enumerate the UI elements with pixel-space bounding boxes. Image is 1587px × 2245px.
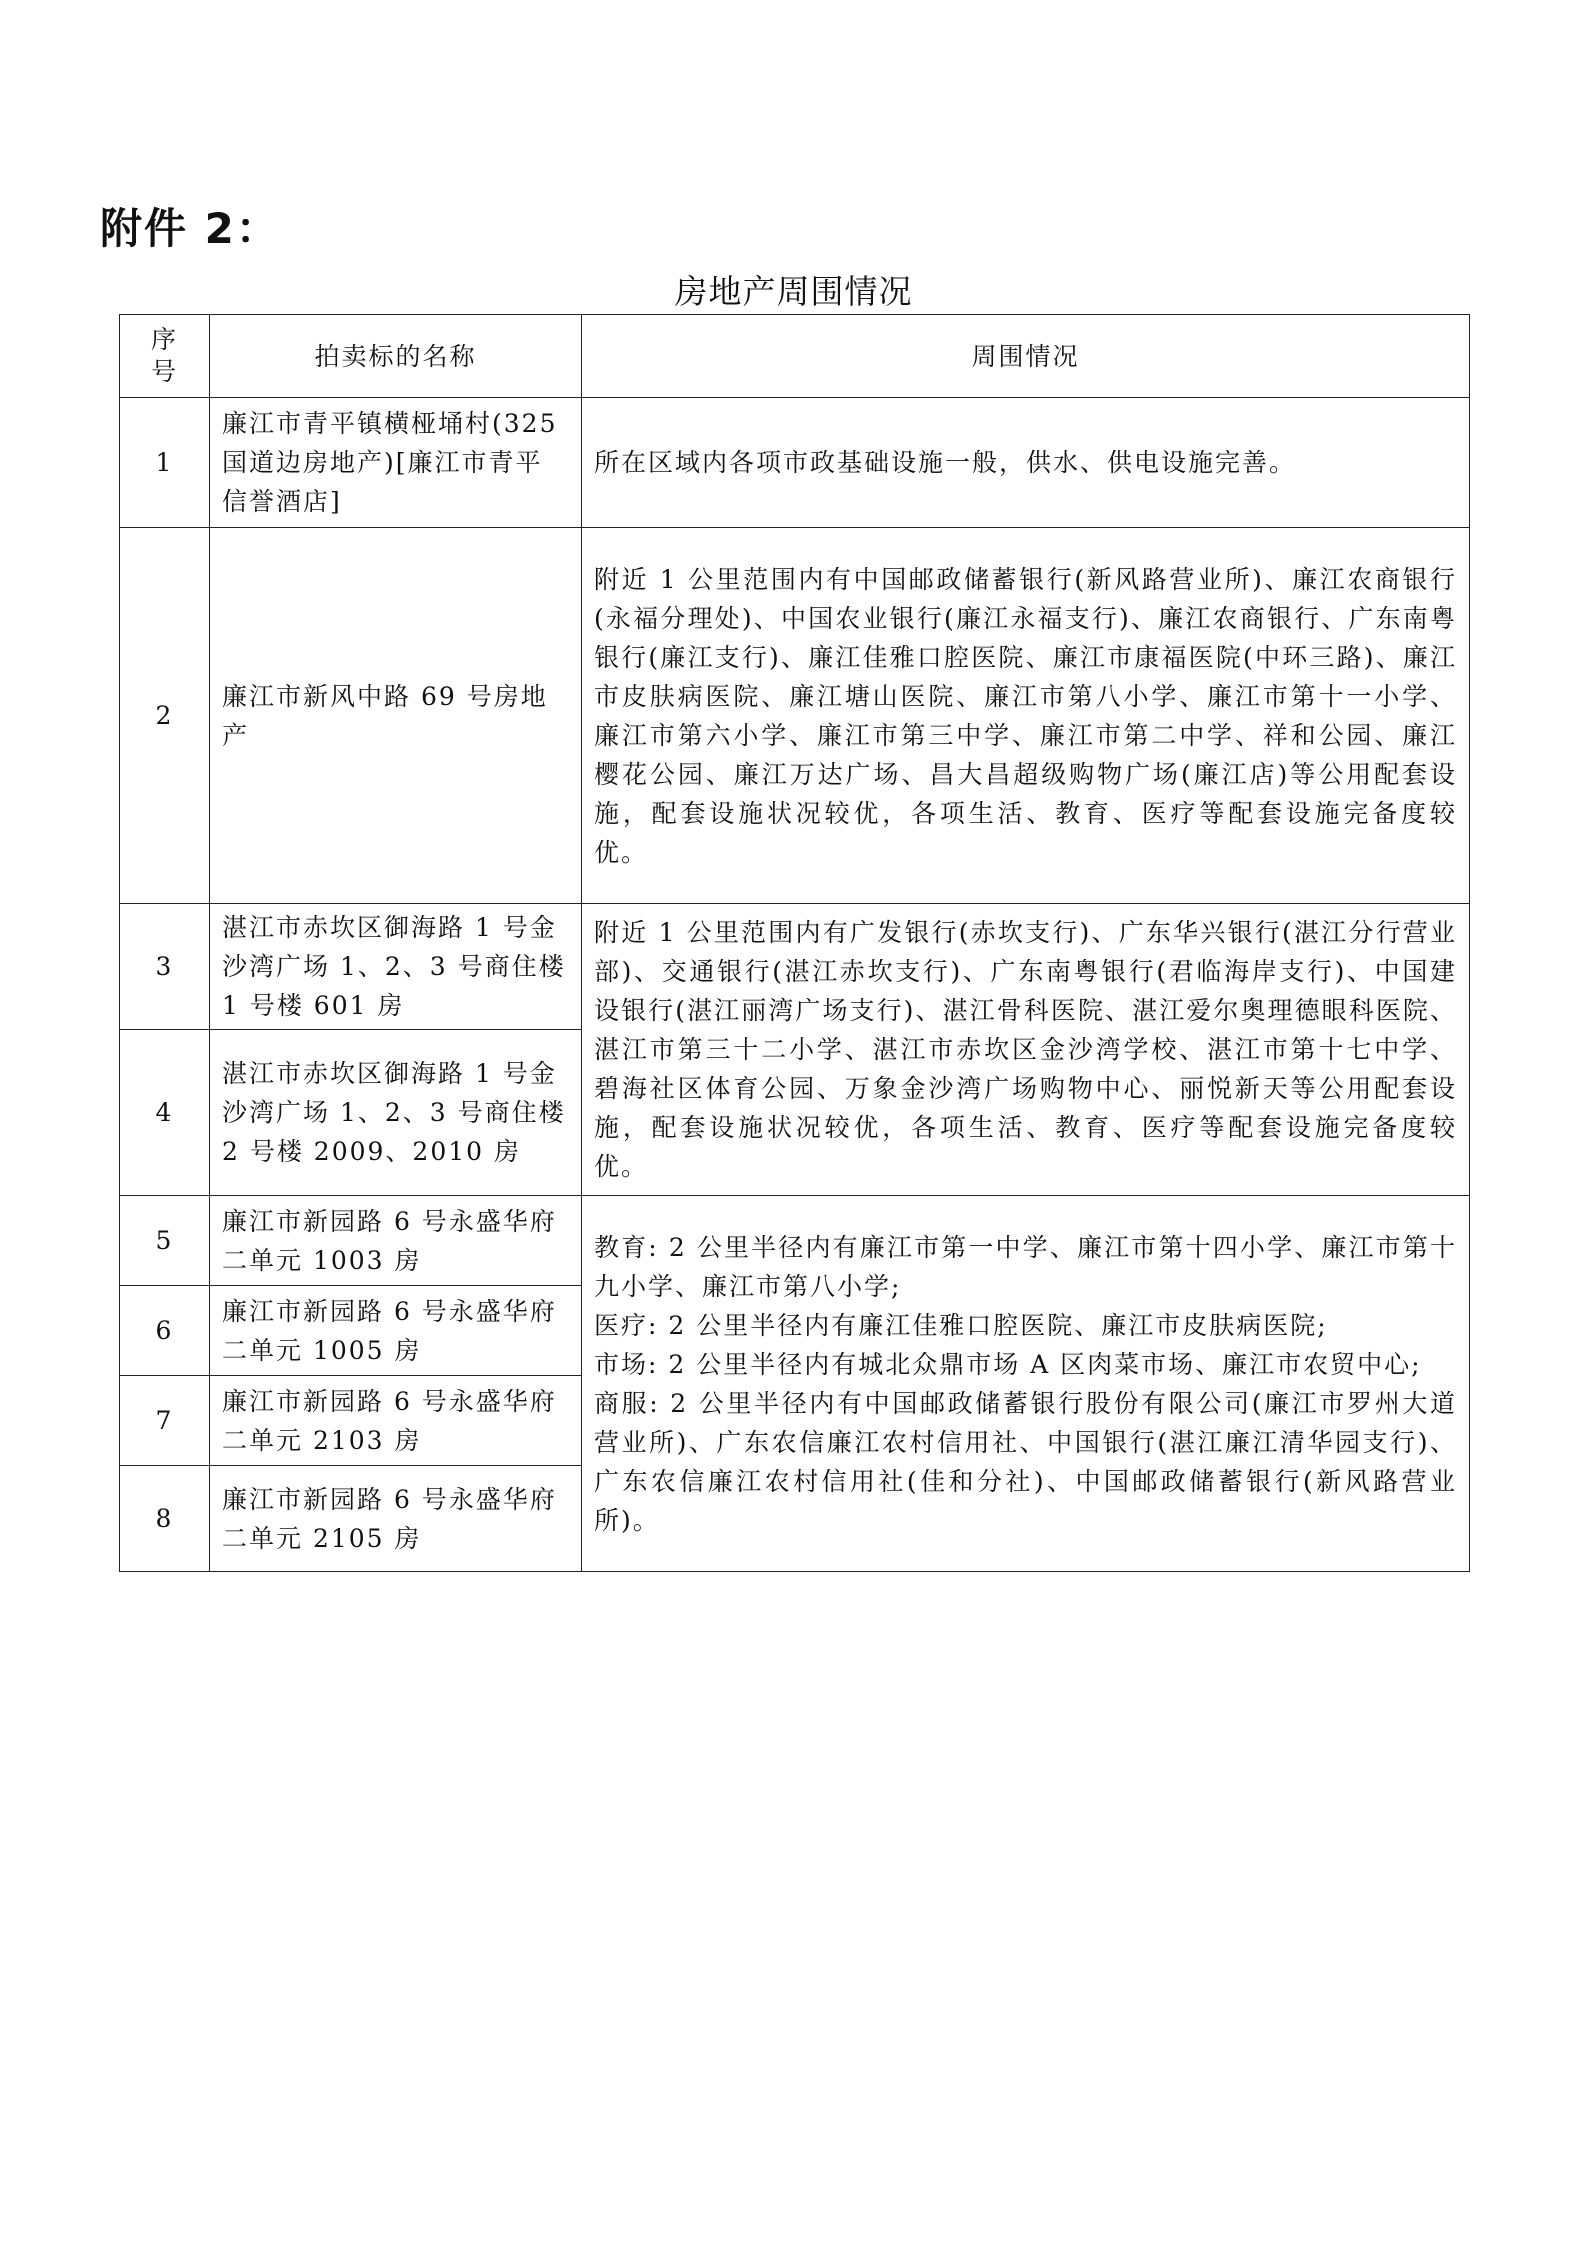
surroundings-commerce: 商服: 2 公里半径内有中国邮政储蓄银行股份有限公司(廉江市罗州大道营业所)、广东农信廉江农村信用社、中国银行(湛江廉江清华园支行)、广东农信廉江农村信用社(佳和分社)、中国邮政储蓄银行(新风路营业所)。 xyxy=(594,1388,1457,1535)
table-header-row xyxy=(120,315,1470,398)
row-seq: 8 xyxy=(120,1466,210,1572)
row-name: 廉江市新风中路 69 号房地产 xyxy=(210,528,582,904)
row-seq: 3 xyxy=(120,904,210,1030)
surroundings-table xyxy=(119,314,1470,1572)
row-seq: 5 xyxy=(120,1196,210,1286)
header-name: 拍卖标的名称 xyxy=(210,315,582,398)
header-seq xyxy=(120,315,210,398)
table-row xyxy=(120,1196,1470,1286)
surroundings-group-5-8 xyxy=(582,1196,1470,1572)
row-name: 廉江市新园路 6 号永盛华府二单元 2103 房 xyxy=(210,1376,582,1466)
surroundings-group-1: 所在区域内各项市政基础设施一般，供水、供电设施完善。 xyxy=(582,398,1470,528)
table-row xyxy=(120,904,1470,1030)
row-seq: 7 xyxy=(120,1376,210,1466)
attachment-label: 附件 2： xyxy=(100,204,280,253)
row-name: 廉江市新园路 6 号永盛华府二单元 1005 房 xyxy=(210,1286,582,1376)
header-seq-line2: 号 xyxy=(150,357,178,386)
surroundings-medical: 医疗: 2 公里半径内有廉江佳雅口腔医院、廉江市皮肤病医院; xyxy=(594,1310,1328,1340)
row-seq: 6 xyxy=(120,1286,210,1376)
table-row xyxy=(120,398,1470,528)
surroundings-group-2: 附近 1 公里范围内有中国邮政储蓄银行(新风路营业所)、廉江农商银行(永福分理处)、中国农业银行(廉江永福支行)、廉江农商银行、广东南粤银行(廉江支行)、廉江佳雅口腔医院、廉江市康福医院(中环三路)、廉江市皮肤病医院、廉江塘山医院、廉江市第八小学、廉江市第十一小学、廉江市第六小学、廉江市第三中学、廉江市第二中学、祥和公园、廉江樱花公园、廉江万达广场、昌大昌超级购物广场(廉江店)等公用配套设施，配套设施状况较优，各项生活、教育、医疗等配套设施完备度较优。 xyxy=(582,528,1470,904)
row-name: 湛江市赤坎区御海路 1 号金沙湾广场 1、2、3 号商住楼 1 号楼 601 房 xyxy=(210,904,582,1030)
row-name: 廉江市青平镇横桠埇村(325 国道边房地产)[廉江市青平信誉酒店] xyxy=(210,398,582,528)
row-name: 廉江市新园路 6 号永盛华府二单元 1003 房 xyxy=(210,1196,582,1286)
table-row xyxy=(120,528,1470,904)
row-name: 廉江市新园路 6 号永盛华府二单元 2105 房 xyxy=(210,1466,582,1572)
surroundings-market: 市场: 2 公里半径内有城北众鼎市场 A 区肉菜市场、廉江市农贸中心; xyxy=(594,1349,1422,1379)
row-seq: 1 xyxy=(120,398,210,528)
header-seq-line1: 序 xyxy=(150,325,178,354)
surroundings-education: 教育: 2 公里半径内有廉江市第一中学、廉江市第十四小学、廉江市第十九小学、廉江市第八小学; xyxy=(594,1232,1457,1301)
header-surroundings: 周围情况 xyxy=(582,315,1470,398)
surroundings-group-3-4: 附近 1 公里范围内有广发银行(赤坎支行)、广东华兴银行(湛江分行营业部)、交通银行(湛江赤坎支行)、广东南粤银行(君临海岸支行)、中国建设银行(湛江丽湾广场支行)、湛江骨科医院、湛江爱尔奥理德眼科医院、湛江市第三十二小学、湛江市赤坎区金沙湾学校、湛江市第十七中学、碧海社区体育公园、万象金沙湾广场购物中心、丽悦新天等公用配套设施，配套设施状况较优，各项生活、教育、医疗等配套设施完备度较优。 xyxy=(582,904,1470,1196)
document-title: 房地产周围情况 xyxy=(674,272,913,311)
row-name: 湛江市赤坎区御海路 1 号金沙湾广场 1、2、3 号商住楼 2 号楼 2009、2010 房 xyxy=(210,1030,582,1196)
row-seq: 2 xyxy=(120,528,210,904)
row-seq: 4 xyxy=(120,1030,210,1196)
